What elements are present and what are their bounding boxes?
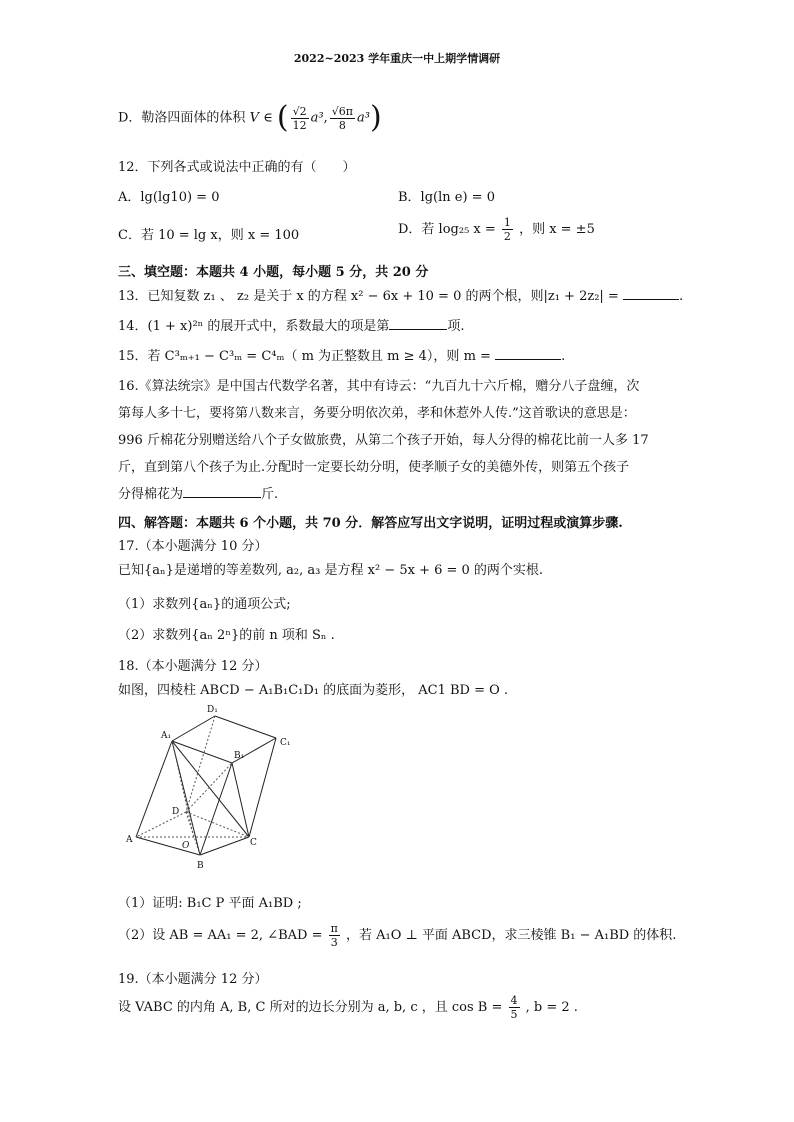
edge-c-c1	[249, 738, 276, 837]
q17-stem: 已知{aₙ}是递增的等差数列, a₂, a₃ 是方程 x² − 5x + 6 = 0 的两个实根.	[118, 563, 544, 578]
q16-end: 斤.	[261, 487, 279, 502]
q14-end: 项.	[447, 319, 465, 334]
q16-line-4: 斤，直到第八个孩子为止.分配时一定要长幼分明，使孝顺子女的美德外传，则第五个孩子	[118, 460, 630, 475]
q12-d-frac: $\frac{1}{2}$	[503, 216, 511, 243]
q18-part-2	[118, 922, 676, 949]
q16-blank	[183, 485, 261, 498]
frac-2: $\frac{√6\pi}{8}$	[331, 104, 353, 132]
q12-option-a: A．lg(lg10) = 0	[118, 190, 220, 205]
label-c1: C₁	[280, 738, 291, 748]
q12-d-pre: D．若 log₂₅ x =	[398, 222, 496, 237]
label-d: D	[172, 807, 180, 817]
q15-end: .	[561, 349, 566, 364]
q14	[118, 315, 465, 334]
q18-p2-frac: $\frac{\pi}{3}$	[330, 922, 338, 949]
label-o: O	[182, 841, 190, 851]
q19-title: 19.（本小题满分 12 分）	[118, 972, 268, 987]
q17-part-2: （2）求数列{aₙ 2ⁿ}的前 n 项和 Sₙ .	[118, 628, 335, 643]
edge-a1-a	[136, 741, 172, 837]
q19-pre: 设 VABC 的内角 A, B, C 所对的边长分别为 a, b, c ，且 cos B =	[118, 1000, 503, 1015]
q19-stem	[118, 994, 578, 1021]
option-d-text: D．勒洛四面体的体积	[118, 110, 246, 126]
q13	[118, 285, 683, 304]
hidden-d-b1	[186, 763, 232, 812]
q13-text: 13．已知复数 z₁ 、 z₂ 是关于 x 的方程 x² − 6x + 10 = 0 的两个根，则|z₁ + 2z₂| =	[118, 289, 623, 304]
label-b1: B₁	[234, 751, 245, 761]
q15-text: 15．若 C³ₘ₊₁ − C³ₘ = C⁴ₘ（ m 为正整数且 m ≥ 4），则 m =	[118, 349, 496, 364]
q16-line-1: 16.《算法统宗》是中国古代数学名著，其中有诗云：“九百九十六斤棉，赠分八子盘缠，次	[118, 379, 640, 394]
edge-b-c	[200, 837, 249, 855]
paren-left: (	[276, 100, 289, 135]
q16-line-5	[118, 483, 278, 502]
q12-option-b: B．lg(ln e) = 0	[398, 190, 495, 205]
a-cubed-1: a³	[310, 110, 324, 126]
option-d-var: V	[249, 110, 259, 126]
section-4-title: 四、解答题：本题共 6 个小题，共 70 分．解答应写出文字说明，证明过程或演算步骤.	[118, 516, 623, 531]
q18-p2-pre: （2）设 AB = AA₁ = 2, ∠BAD =	[118, 928, 323, 943]
q13-blank	[623, 287, 679, 300]
q18-p2-post: ，若 A₁O ⊥ 平面 ABCD，求三棱锥 B₁ − A₁BD 的体积.	[345, 928, 677, 943]
edge-b1-b	[200, 763, 232, 855]
q19-post: , b = 2 .	[525, 1000, 578, 1015]
a-cubed-2: a³	[356, 110, 370, 126]
q12-option-d	[398, 216, 595, 243]
q18-part-1: （1）证明: B₁C P 平面 A₁BD ;	[118, 896, 302, 911]
q14-text: 14．(1 + x)²ⁿ 的展开式中，系数最大的项是第	[118, 319, 390, 334]
q12-stem: 12．下列各式或说法中正确的有（ ）	[118, 160, 356, 175]
q13-end: .	[678, 289, 684, 304]
paren-right: )	[369, 100, 382, 135]
q19-frac: $\frac{4}{5}$	[510, 994, 518, 1021]
q18-stem: 如图，四棱柱 ABCD − A₁B₁C₁D₁ 的底面为菱形， AC1 BD = O .	[118, 683, 509, 698]
q18-title: 18.（本小题满分 12 分）	[118, 659, 268, 674]
option-d-volume: D．勒洛四面体的体积 V ∈ ( $\frac{√2}{12}$ a³, $\frac{√6\pi}{8}$ a³)	[118, 100, 382, 135]
q16-line-3: 996 斤棉花分别赠送给八个子女做旅费，从第二个孩子开始，每人分得的棉花比前一人多 17	[118, 433, 649, 448]
q14-blank	[389, 317, 447, 330]
label-b: B	[197, 861, 204, 871]
q12-d-post: ，则 x = ±5	[519, 222, 595, 237]
option-d-in: ∈	[263, 110, 273, 126]
q16-line-2: 第每人多十七，要将第八数来言，务要分明依次弟，孝和休惹外人传.”这首歌诀的意思是：	[118, 406, 636, 421]
label-a: A	[126, 835, 133, 845]
q17-title: 17.（本小题满分 10 分）	[118, 539, 268, 554]
page-header: 2022~2023 学年重庆一中上期学情调研	[293, 52, 501, 65]
edge-d1-c1	[215, 716, 276, 738]
label-c: C	[250, 838, 257, 848]
q12-option-c: C．若 10 = lg x，则 x = 100	[118, 228, 300, 243]
q15-blank	[495, 347, 561, 360]
label-d1: D₁	[207, 705, 218, 715]
q16-text: 分得棉花为	[118, 487, 184, 502]
q17-part-1: （1）求数列{aₙ}的通项公式;	[118, 597, 291, 612]
edge-a-b	[136, 837, 200, 855]
label-a1: A₁	[161, 731, 172, 741]
edge-a1-d1	[172, 716, 215, 741]
frac-1: $\frac{√2}{12}$	[292, 104, 307, 132]
q15	[118, 345, 565, 364]
prism-figure	[118, 700, 298, 878]
section-3-title: 三、填空题：本题共 4 小题，每小题 5 分，共 20 分	[118, 265, 429, 280]
